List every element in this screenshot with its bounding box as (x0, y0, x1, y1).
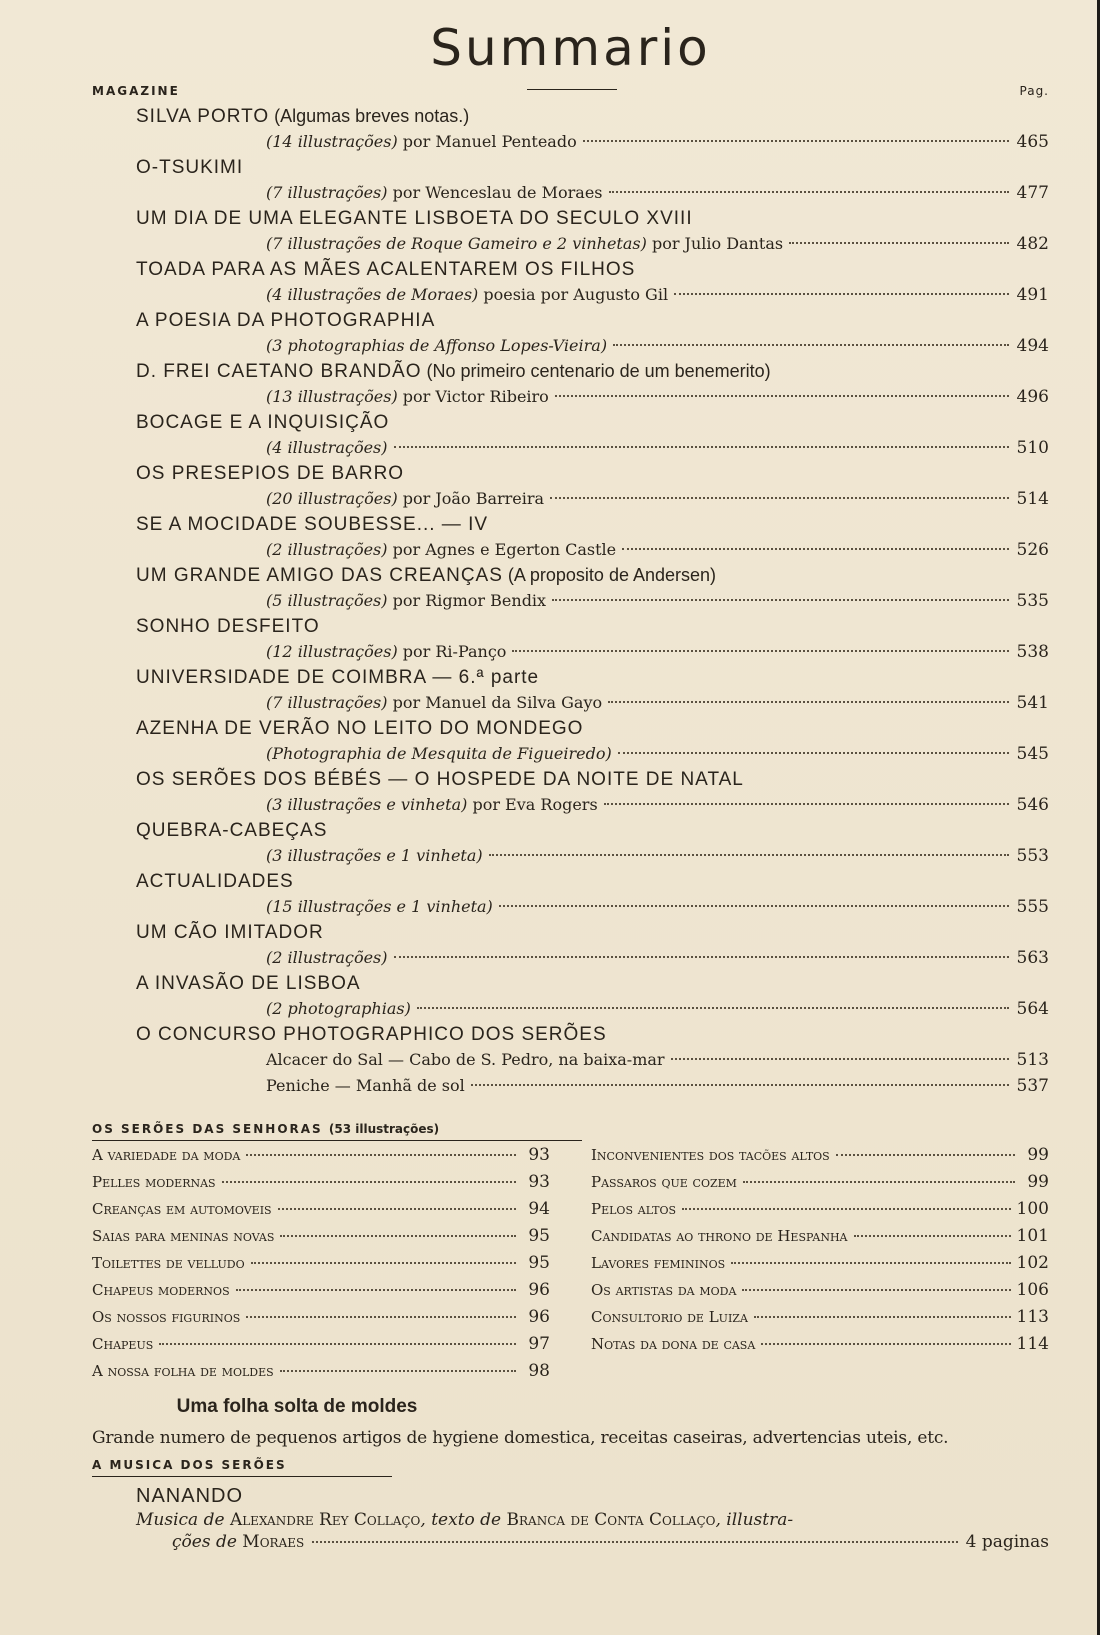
entry-author: por Manuel Penteado (397, 132, 577, 151)
leader-dots (280, 1235, 516, 1237)
senhoras-item-page: 94 (528, 1199, 550, 1219)
leader-dots (789, 242, 1009, 244)
senhoras-item-page: 96 (528, 1280, 550, 1300)
pag-label: Pag. (1019, 84, 1049, 98)
entry-page-number: 477 (1016, 183, 1049, 203)
senhoras-item-page: 95 (528, 1226, 550, 1246)
entry-leader-line (136, 639, 1049, 665)
entry-title (136, 920, 1049, 945)
toc-entry (136, 716, 1049, 767)
entry-illustrations: (7 illustrações de Roque Gameiro e 2 vinhetas) (266, 234, 647, 253)
leader-dots (618, 752, 1009, 754)
leader-dots (555, 395, 1009, 397)
entry-title-text: BOCAGE E A INQUISIÇÃO (136, 412, 390, 433)
entry-description (266, 894, 493, 919)
senhoras-header (92, 1122, 582, 1141)
entry-description (266, 690, 602, 715)
leader-dots (761, 1343, 1010, 1345)
toc-entry (136, 971, 1049, 1022)
senhoras-item-page: 113 (1016, 1307, 1049, 1327)
senhoras-item (591, 1253, 1049, 1280)
entry-leader-line (136, 384, 1049, 410)
entry-title (136, 818, 1049, 843)
senhoras-item-title: A variedade da moda (92, 1146, 241, 1164)
senhoras-item-page: 93 (528, 1145, 550, 1165)
entry-title-text: UM GRANDE AMIGO DAS CREANÇAS (136, 565, 503, 586)
senhoras-right-column (591, 1145, 1049, 1388)
entry-author: por Victor Ribeiro (397, 387, 549, 406)
senhoras-item-title: Passaros que cozem (591, 1173, 737, 1191)
senhoras-item-page: 96 (528, 1307, 550, 1327)
senhoras-item-page: 101 (1016, 1226, 1049, 1246)
leader-dots (499, 905, 1009, 907)
entry-description (266, 996, 411, 1021)
senhoras-item-page: 93 (528, 1172, 550, 1192)
senhoras-item (92, 1226, 550, 1253)
entry-leader-line (136, 690, 1049, 716)
entry-leader-line (136, 435, 1049, 461)
senhoras-item-title: Chapeus modernos (92, 1281, 230, 1299)
entry-page-number: 546 (1016, 795, 1049, 815)
leader-dots (278, 1208, 516, 1210)
illustrator-name: Moraes (242, 1532, 305, 1552)
toc-entry (136, 767, 1049, 818)
senhoras-item-title: Pelles modernas (92, 1173, 216, 1191)
senhoras-item-title: Candidatas ao throno de Hespanha (591, 1227, 848, 1245)
toc-entry (136, 563, 1049, 614)
leader-dots (552, 599, 1009, 601)
toc-entry-contest (136, 1022, 1049, 1118)
entry-title (136, 767, 1049, 792)
senhoras-item (591, 1307, 1049, 1334)
entry-author: por Rigmor Bendix (387, 591, 547, 610)
leader-dots (854, 1235, 1011, 1237)
entry-leader-line (136, 843, 1049, 869)
entry-title (136, 665, 1049, 690)
entry-illustrations: (14 illustrações) (266, 132, 398, 151)
entry-title (136, 206, 1049, 231)
entry-illustrations: (2 illustrações) (266, 540, 388, 559)
toc-entry (136, 410, 1049, 461)
senhoras-item (92, 1280, 550, 1307)
leader-dots (251, 1262, 516, 1264)
entry-title (136, 971, 1049, 996)
entry-author: por João Barreira (397, 489, 545, 508)
senhoras-item-page: 102 (1016, 1253, 1049, 1273)
entry-title (136, 359, 1049, 384)
entry-title-text: SE A MOCIDADE SOUBESSE... — IV (136, 514, 489, 535)
entry-title-text: SONHO DESFEITO (136, 616, 320, 637)
leader-dots (222, 1181, 516, 1183)
entry-title-text: A INVASÃO DE LISBOA (136, 973, 361, 994)
senhoras-item-title: Consultorio de Luiza (591, 1308, 748, 1326)
entry-title-text: AZENHA DE VERÃO NO LEITO DO MONDEGO (136, 718, 584, 739)
leader-dots (159, 1343, 516, 1345)
toc-entry (136, 512, 1049, 563)
senhoras-item-page: 100 (1016, 1199, 1049, 1219)
leader-dots (622, 548, 1009, 550)
entry-title (136, 869, 1049, 894)
entry-author: por Agnes e Egerton Castle (387, 540, 617, 559)
entry-illustrations: (20 illustrações) (266, 489, 398, 508)
toc-entry (136, 614, 1049, 665)
entry-title (136, 104, 1049, 129)
senhoras-section-label: OS SERÕES DAS SENHORAS (92, 1122, 323, 1136)
senhoras-item-title: Os artistas da moda (591, 1281, 737, 1299)
entry-description (266, 537, 616, 562)
lyricist-name: Branca de Conta Collaço (506, 1510, 716, 1530)
entry-author: por Eva Rogers (467, 795, 598, 814)
toc-entry (136, 155, 1049, 206)
senhoras-item-title: Inconvenientes dos tacões altos (591, 1146, 830, 1164)
entry-description (266, 282, 668, 307)
entry-leader-line (136, 333, 1049, 359)
entry-illustrations: (7 illustrações) (266, 693, 388, 712)
senhoras-item (92, 1361, 550, 1388)
entry-page-number: 491 (1016, 285, 1049, 305)
toc-entry (136, 257, 1049, 308)
musica-section-label: A MUSICA DOS SERÕES (92, 1458, 287, 1472)
entry-page-number: 496 (1016, 387, 1049, 407)
senhoras-item-title: Creanças em automoveis (92, 1200, 272, 1218)
entry-title-text: OS PRESEPIOS DE BARRO (136, 463, 405, 484)
entry-title-text: ACTUALIDADES (136, 871, 294, 892)
entry-author: por Manuel da Silva Gayo (387, 693, 603, 712)
entry-leader-line (136, 741, 1049, 767)
entry-description (266, 843, 483, 868)
entry-leader-line (136, 129, 1049, 155)
entry-page-number: 564 (1016, 999, 1049, 1019)
entry-title (136, 563, 1049, 588)
entry-illustrations: (13 illustrações) (266, 387, 398, 406)
contest-photo-title: Alcacer do Sal — Cabo de S. Pedro, na baixa-mar (266, 1050, 665, 1069)
senhoras-item-page: 106 (1016, 1280, 1049, 1300)
entry-title (136, 155, 1049, 180)
page-title: Summario (430, 19, 711, 77)
senhoras-item (92, 1253, 550, 1280)
senhoras-item-title: Lavores femininos (591, 1254, 726, 1272)
entry-illustrations: (7 illustrações) (266, 183, 388, 202)
entry-illustrations: (12 illustrações) (266, 642, 398, 661)
entry-page-number: 545 (1016, 744, 1049, 764)
entry-leader-line (136, 894, 1049, 920)
senhoras-item (591, 1280, 1049, 1307)
leader-dots (742, 1289, 1010, 1291)
leader-dots (550, 497, 1009, 499)
toc-entry (136, 104, 1049, 155)
senhoras-count: (53 illustrações) (328, 1122, 440, 1136)
leader-dots (671, 1058, 1009, 1060)
music-leader-line: ções de Moraes 4 paginas (172, 1532, 1049, 1552)
toc-entry (136, 665, 1049, 716)
entry-description (266, 486, 544, 511)
magazine-header (92, 78, 1049, 104)
entry-illustrations: (3 illustrações e vinheta) (266, 795, 468, 814)
entry-page-number: 482 (1016, 234, 1049, 254)
entry-page-number: 510 (1016, 438, 1049, 458)
composer-name: Alexandre Rey Collaço (229, 1510, 421, 1530)
toc-entry (136, 920, 1049, 971)
senhoras-item-title: Toilettes de velludo (92, 1254, 245, 1272)
entry-title: O CONCURSO PHOTOGRAPHICO DOS SERÕES (136, 1024, 607, 1045)
entry-illustrations: (5 illustrações) (266, 591, 388, 610)
entry-illustrations: (2 photographias) (266, 999, 411, 1018)
toc-entry (136, 869, 1049, 920)
leader-dots (246, 1316, 516, 1318)
leader-dots (246, 1154, 516, 1156)
magazine-section-label: MAGAZINE (92, 84, 180, 98)
entry-leader-line (136, 282, 1049, 308)
senhoras-item (92, 1199, 550, 1226)
entry-page-number: 494 (1016, 336, 1049, 356)
entry-description (266, 384, 549, 409)
entry-illustrations: (3 illustrações e 1 vinheta) (266, 846, 483, 865)
entry-title (136, 410, 1049, 435)
entry-description (266, 333, 607, 358)
leader-dots (743, 1181, 1015, 1183)
leader-dots (583, 140, 1009, 142)
toc-entry (136, 206, 1049, 257)
senhoras-item-page: 99 (1027, 1172, 1049, 1192)
leader-dots (394, 446, 1009, 448)
leader-dots (471, 1084, 1009, 1086)
senhoras-item (591, 1226, 1049, 1253)
entry-leader-line (136, 486, 1049, 512)
contest-photo-title: Peniche — Manhã de sol (266, 1076, 465, 1095)
entry-description (266, 129, 577, 154)
entry-leader-line (136, 996, 1049, 1022)
senhoras-item-page: 98 (528, 1361, 550, 1381)
music-description: Musica de Alexandre Rey Collaço, texto de Branca de Conta Collaço, illustra- (136, 1510, 794, 1530)
entry-title-text: UM DIA DE UMA ELEGANTE LISBOETA DO SECULO XVIII (136, 208, 693, 229)
senhoras-item (92, 1145, 550, 1172)
entry-illustrations: (Photographia de Mesquita de Figueiredo) (266, 744, 612, 763)
leader-dots (613, 344, 1009, 346)
leader-dots (609, 191, 1010, 193)
magazine-entries (92, 104, 1049, 1118)
entry-title-text: UNIVERSIDADE DE COIMBRA — 6.ª parte (136, 667, 540, 688)
entry-title-text: UM CÃO IMITADOR (136, 922, 324, 943)
senhoras-item (591, 1199, 1049, 1226)
entry-illustrations: (15 illustrações e 1 vinheta) (266, 897, 493, 916)
toc-entry (136, 818, 1049, 869)
senhoras-item (92, 1307, 550, 1334)
music-entry (92, 1485, 1049, 1552)
entry-leader-line (136, 945, 1049, 971)
toc-entry (136, 359, 1049, 410)
entry-page-number: 537 (1016, 1076, 1049, 1096)
entry-page-number: 538 (1016, 642, 1049, 662)
entry-title (136, 308, 1049, 333)
toc-entry (136, 308, 1049, 359)
entry-leader-line (136, 792, 1049, 818)
senhoras-item (92, 1334, 550, 1361)
entry-subtitle: (No primeiro centenario de um benemerito) (421, 361, 771, 381)
entry-author: por Wenceslau de Moraes (387, 183, 603, 202)
senhoras-item-title: Pelos altos (591, 1200, 676, 1218)
entry-author: por Ri-Panço (397, 642, 507, 661)
senhoras-item-page: 99 (1027, 1145, 1049, 1165)
senhoras-item-title: Saias para meninas novas (92, 1227, 275, 1245)
leader-dots (674, 293, 1009, 295)
entry-title-text: OS SERÕES DOS BÉBÉS — O HOSPEDE DA NOITE DE NATAL (136, 769, 744, 790)
entry-title-text: D. FREI CAETANO BRANDÃO (136, 361, 422, 382)
entry-page-number: 563 (1016, 948, 1049, 968)
leader-dots (489, 854, 1009, 856)
entry-page-number: 541 (1016, 693, 1049, 713)
entry-subtitle: (A proposito de Andersen) (502, 565, 717, 585)
entry-description (266, 435, 388, 460)
entry-page-number: 526 (1016, 540, 1049, 560)
entry-illustrations: (3 photographias de Affonso Lopes-Vieira) (266, 336, 608, 355)
leader-dots (836, 1154, 1015, 1156)
entry-title-text: QUEBRA-CABEÇAS (136, 820, 328, 841)
leader-dots (236, 1289, 516, 1291)
entry-title (136, 614, 1049, 639)
contest-line (136, 1047, 1049, 1073)
senhoras-item (92, 1172, 550, 1199)
senhoras-item-page: 97 (528, 1334, 550, 1354)
entry-description (266, 741, 612, 766)
senhoras-item-page: 114 (1016, 1334, 1049, 1354)
entry-title (136, 716, 1049, 741)
entry-leader-line (136, 231, 1049, 257)
entry-leader-line (136, 537, 1049, 563)
senhoras-item (591, 1145, 1049, 1172)
leader-dots (608, 701, 1009, 703)
entry-page-number: 553 (1016, 846, 1049, 866)
entry-description (266, 639, 506, 664)
senhoras-item-title: Notas da dona de casa (591, 1335, 756, 1353)
senhoras-item-title: A nossa folha de moldes (92, 1362, 274, 1380)
entry-illustrations: (4 illustrações de Moraes) (266, 285, 479, 304)
senhoras-item-page: 95 (528, 1253, 550, 1273)
entry-title-text: SILVA PORTO (136, 106, 270, 127)
leader-dots (312, 1541, 957, 1543)
leader-dots (604, 803, 1009, 805)
entry-title (136, 257, 1049, 282)
entry-title-text: TOADA PARA AS MÃES ACALENTAREM OS FILHOS (136, 259, 636, 280)
entry-title (136, 461, 1049, 486)
entry-page-number: 535 (1016, 591, 1049, 611)
entry-illustrations: (4 illustrações) (266, 438, 388, 457)
entry-description (266, 231, 783, 256)
entry-title (136, 512, 1049, 537)
leader-dots (754, 1316, 1011, 1318)
leader-dots (417, 1007, 1009, 1009)
entry-author: por Julio Dantas (646, 234, 784, 253)
loose-sheet-note: Uma folha solta de moldes (176, 1396, 418, 1417)
entry-page-number: 555 (1016, 897, 1049, 917)
senhoras-item-title: Os nossos figurinos (92, 1308, 241, 1326)
entry-illustrations: (2 illustrações) (266, 948, 388, 967)
music-title: NANANDO (136, 1485, 244, 1507)
senhoras-columns (92, 1145, 1049, 1388)
leader-dots (280, 1370, 516, 1372)
entry-page-number: 513 (1016, 1050, 1049, 1070)
toc-entry (136, 461, 1049, 512)
contest-line (136, 1073, 1049, 1099)
entry-leader-line (136, 588, 1049, 614)
entry-page-number: 514 (1016, 489, 1049, 509)
leader-dots (682, 1208, 1011, 1210)
senhoras-item (591, 1172, 1049, 1199)
entry-page-number: 465 (1016, 132, 1049, 152)
leader-dots (512, 650, 1009, 652)
header-rule (527, 89, 617, 90)
entry-title-text: O-TSUKIMI (136, 157, 244, 178)
senhoras-left-column (92, 1145, 550, 1388)
entry-description (266, 588, 546, 613)
entry-subtitle: (Algumas breves notas.) (269, 106, 470, 126)
music-pages: 4 paginas (965, 1532, 1049, 1552)
senhoras-item (591, 1334, 1049, 1361)
musica-header (92, 1458, 392, 1477)
entry-leader-line (136, 180, 1049, 206)
leader-dots (731, 1262, 1010, 1264)
leader-dots (394, 956, 1009, 958)
entry-description (266, 180, 603, 205)
entry-description (266, 792, 598, 817)
misc-note: Grande numero de pequenos artigos de hygiene domestica, receitas caseiras, advertencias uteis, etc. (92, 1428, 949, 1448)
senhoras-item-title: Chapeus (92, 1335, 154, 1353)
entry-title-text: A POESIA DA PHOTOGRAPHIA (136, 310, 436, 331)
entry-description (266, 945, 388, 970)
entry-author: poesia por Augusto Gil (478, 285, 669, 304)
